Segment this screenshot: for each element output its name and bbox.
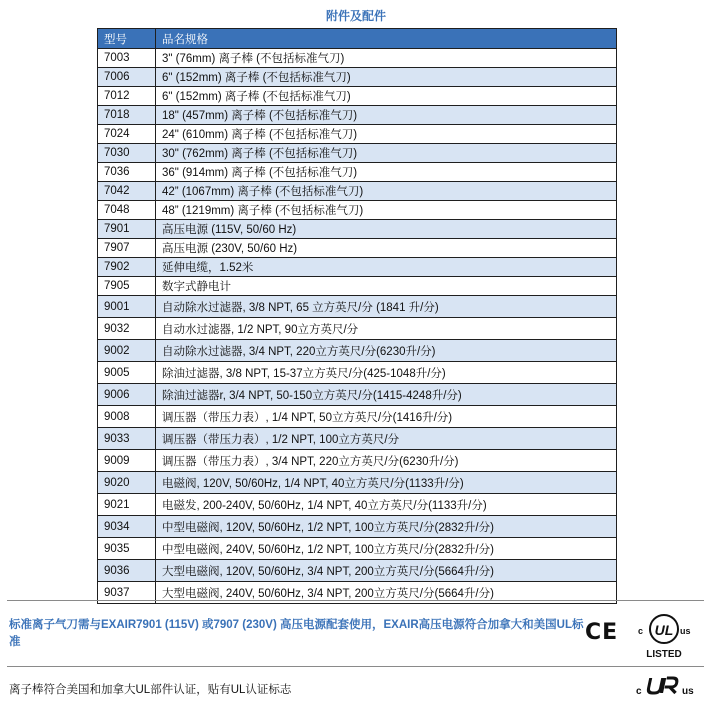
model-cell: 9020: [98, 472, 156, 494]
table-row: [98, 296, 617, 318]
model-cell: 7048: [98, 201, 156, 220]
description-cell: 自动水过滤器, 1/2 NPT, 90立方英尺/分: [156, 318, 617, 340]
model-cell: 7003: [98, 49, 156, 68]
description-cell: 3" (76mm) 离子棒 (不包括标准气刀): [156, 49, 617, 68]
table-row: [98, 340, 617, 362]
ul-recognized-us: us: [682, 686, 694, 697]
description-cell: 数字式静电计: [156, 277, 617, 296]
table-row: [98, 450, 617, 472]
description-cell: 自动除水过滤器, 3/4 NPT, 220立方英尺/分(6230升/分): [156, 340, 617, 362]
description-cell: 调压器（带压力表）, 3/4 NPT, 220立方英尺/分(6230升/分): [156, 450, 617, 472]
description-cell: 30" (762mm) 离子棒 (不包括标准气刀): [156, 144, 617, 163]
table-row: [98, 87, 617, 106]
accessories-table: [97, 28, 617, 604]
ce-mark-icon: CE: [585, 620, 619, 645]
model-cell: 9032: [98, 318, 156, 340]
column-header-description: 品名规格: [156, 29, 617, 49]
description-cell: 电磁阀, 120V, 50/60Hz, 1/4 NPT, 40立方英尺/分(1133升/分): [156, 472, 617, 494]
model-cell: 9036: [98, 560, 156, 582]
model-cell: 7012: [98, 87, 156, 106]
model-cell: 9037: [98, 582, 156, 604]
description-cell: 42” (1067mm) 离子棒 (不包括标准气刀): [156, 182, 617, 201]
model-cell: 7024: [98, 125, 156, 144]
description-cell: 除油过滤器, 3/8 NPT, 15-37立方英尺/分(425-1048升/分): [156, 362, 617, 384]
model-cell: 9002: [98, 340, 156, 362]
model-cell: 9005: [98, 362, 156, 384]
model-cell: 9001: [98, 296, 156, 318]
table-row: [98, 125, 617, 144]
table-row: [98, 239, 617, 258]
table-row: [98, 538, 617, 560]
ul-listed-label: LISTED: [646, 649, 682, 660]
model-cell: 7907: [98, 239, 156, 258]
table-row: [98, 362, 617, 384]
power-supply-note: 标准离子气刀需与EXAIR7901 (115V) 或7907 (230V) 高压电源配套使用，EXAIR高压电源符合加拿大和美国UL标准: [9, 619, 584, 648]
model-cell: 9033: [98, 428, 156, 450]
model-cell: 7901: [98, 220, 156, 239]
description-cell: 高压电源 (115V, 50/60 Hz): [156, 220, 617, 239]
ul-listed-c: c: [638, 626, 644, 636]
description-cell: 高压电源 (230V, 50/60 Hz): [156, 239, 617, 258]
table-row: [98, 68, 617, 87]
table-row: [98, 384, 617, 406]
model-cell: 7902: [98, 258, 156, 277]
table-row: [98, 182, 617, 201]
model-cell: 7905: [98, 277, 156, 296]
table-row: [98, 560, 617, 582]
model-cell: 7006: [98, 68, 156, 87]
description-cell: 除油过滤器r, 3/4 NPT, 50-150立方英尺/分(1415-4248升/分): [156, 384, 617, 406]
description-cell: 大型电磁阀, 240V, 50/60Hz, 3/4 NPT, 200立方英尺/分(5664升/分): [156, 582, 617, 604]
table-row: [98, 494, 617, 516]
table-row: [98, 277, 617, 296]
table-row: [98, 258, 617, 277]
table-row: [98, 318, 617, 340]
ul-recognized-c: c: [636, 686, 642, 697]
description-cell: 中型电磁阀, 240V, 50/60Hz, 1/2 NPT, 100立方英尺/分(2832升/分): [156, 538, 617, 560]
table-row: [98, 144, 617, 163]
table-row: [98, 406, 617, 428]
model-cell: 9008: [98, 406, 156, 428]
divider-bottom: [7, 666, 704, 667]
page-title: 附件及配件: [325, 9, 386, 23]
model-cell: 9009: [98, 450, 156, 472]
table-row: [98, 49, 617, 68]
ul-listed-us: us: [680, 626, 691, 636]
ul-recognized-icon: [636, 672, 698, 698]
model-cell: 9021: [98, 494, 156, 516]
table-row: [98, 472, 617, 494]
description-cell: 18" (457mm) 离子棒 (不包括标准气刀): [156, 106, 617, 125]
ul-listed-ul: UL: [654, 622, 674, 638]
ul-listed-icon: [634, 609, 694, 661]
model-cell: 7036: [98, 163, 156, 182]
description-cell: 延伸电缆，1.52米: [156, 258, 617, 277]
model-cell: 9034: [98, 516, 156, 538]
model-cell: 9006: [98, 384, 156, 406]
table-row: [98, 428, 617, 450]
description-cell: 24" (610mm) 离子棒 (不包括标准气刀): [156, 125, 617, 144]
description-cell: 中型电磁阀, 120V, 50/60Hz, 1/2 NPT, 100立方英尺/分(2832升/分): [156, 516, 617, 538]
table-row: [98, 201, 617, 220]
description-cell: 大型电磁阀, 120V, 50/60Hz, 3/4 NPT, 200立方英尺/分(5664升/分): [156, 560, 617, 582]
description-cell: 6" (152mm) 离子棒 (不包括标准气刀): [156, 68, 617, 87]
table-header-row: [98, 29, 617, 49]
description-cell: 自动除水过滤器, 3/8 NPT, 65 立方英尺/分 (1841 升/分): [156, 296, 617, 318]
model-cell: 7030: [98, 144, 156, 163]
description-cell: 调压器（带压力表）, 1/2 NPT, 100立方英尺/分: [156, 428, 617, 450]
description-cell: 6" (152mm) 离子棒 (不包括标准气刀): [156, 87, 617, 106]
model-cell: 7018: [98, 106, 156, 125]
table-row: [98, 163, 617, 182]
model-cell: 7042: [98, 182, 156, 201]
description-cell: 调压器（带压力表）, 1/4 NPT, 50立方英尺/分(1416升/分): [156, 406, 617, 428]
model-cell: 9035: [98, 538, 156, 560]
description-cell: 36" (914mm) 离子棒 (不包括标准气刀): [156, 163, 617, 182]
divider-top: [7, 600, 704, 601]
table-row: [98, 516, 617, 538]
description-cell: 电磁发, 200-240V, 50/60Hz, 1/4 NPT, 40立方英尺/分(1133升/分): [156, 494, 617, 516]
description-cell: 48” (1219mm) 离子棒 (不包括标准气刀): [156, 201, 617, 220]
table-row: [98, 106, 617, 125]
table-row: [98, 220, 617, 239]
column-header-model: 型号: [98, 29, 156, 49]
ul-component-footnote: 离子棒符合美国和加拿大UL部件认证，贴有UL认证标志: [9, 684, 292, 696]
